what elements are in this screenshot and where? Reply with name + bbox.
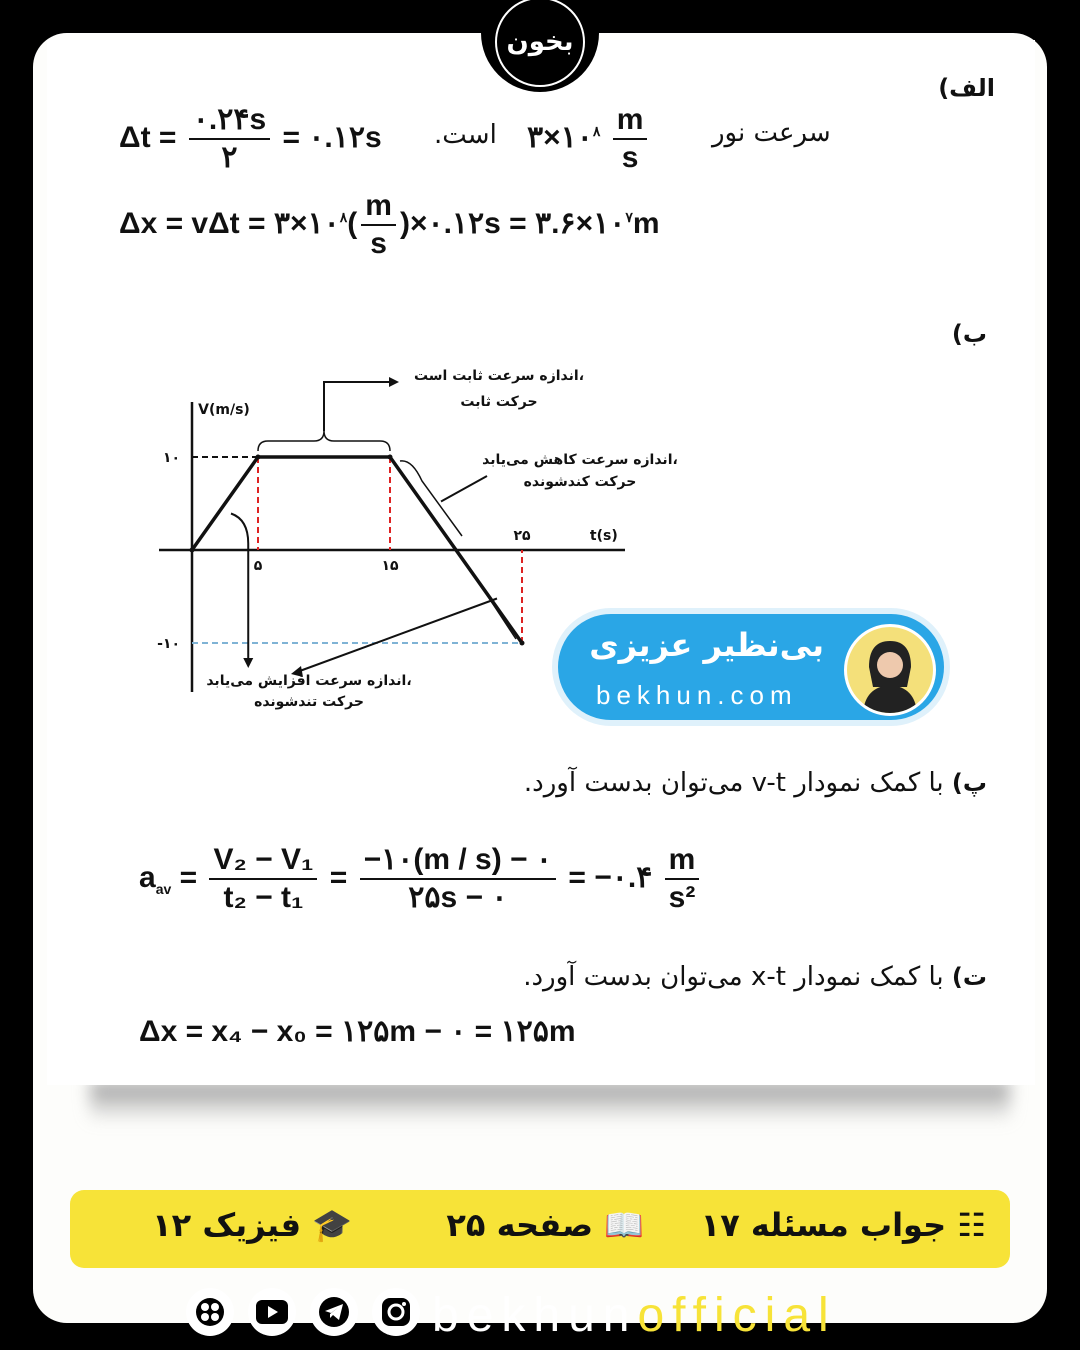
footer-page [446,1206,644,1244]
arrow-from-accel [231,514,248,661]
arrow-decreasing [441,476,487,502]
acceleration-equation: $a_{av}$ = $\frac{\text{V₂ − V₁}}{\text{t₂ − t₁}}$ = $\frac{-۱۰(m / s) - ۰}{۲۵s - ۰}$ = −۰.۴ $\frac{m}{\text{s²}}$ [139,842,703,916]
youtube-glyph [256,1300,288,1324]
part-d-label: ت) [951,963,987,991]
footer-subject-text: فیزیک ۱۲ [152,1206,302,1244]
y-axis-label: V(m/s) [198,402,250,418]
solution-paper [47,40,1035,1085]
aparat-glyph [194,1296,226,1328]
part-c-label: پ) [951,769,987,797]
instagram-icon[interactable] [372,1288,420,1336]
x-axis-label: t(s) [589,528,618,544]
footer-answer [701,1206,986,1244]
footer-answer-text: جواب مسئله ۱۷ [700,1206,947,1244]
part-b-label: ب) [951,320,987,348]
f2-num: −۱۰(m / s) − ۰ [360,842,556,880]
dx-rhs-unit: m [632,206,660,240]
displacement-equation: Δx = x₄ − x₀ = ۱۲۵m − ۰ = ۱۲۵m [139,1015,576,1048]
book-icon: 📖 [604,1206,644,1244]
telegram-glyph [318,1296,350,1328]
brace-decreasing [400,461,462,536]
annotation-constant-2: حرکت ثابت [460,394,538,410]
data-point-1 [256,455,261,460]
dt-den: ۲ [221,141,238,174]
dt-lhs: Δt = [119,120,177,154]
annotation-constant-1: اندازه سرعت ثابت است، [413,368,585,384]
footer-page-text: صفحه ۲۵ [446,1206,594,1244]
author-name: بی‌نظیر عزیزی [589,626,824,664]
part-c-text: با کمک نمودار v-t می‌توان بدست آورد. [523,768,944,798]
brand-part-1: bekhun [432,1289,638,1342]
telegram-icon[interactable] [310,1288,358,1336]
data-point-2 [388,455,393,460]
y-tick-10: ۱۰ [162,450,180,466]
accel-fraction-2 [360,842,556,916]
light-speed-text: سرعت نور [712,118,831,148]
f2-den: ۲۵s − ۰ [408,881,508,914]
annotation-increasing-1: اندازه سرعت افزایش می‌یابد، [206,673,412,689]
f1-den: t₂ − t₁ [223,881,304,914]
annotation-increasing-2: حرکت تندشونده [254,694,364,710]
accel-unit [665,842,700,916]
data-point-3 [520,641,525,646]
y-tick-neg10: -۱۰ [157,636,180,652]
x-tick-15: ۱۵ [381,558,399,574]
unit-den: s [621,141,639,174]
paper-shadow [90,1082,1010,1122]
dx-rhs: ×۰.۱۲s = ۳.۶×۱۰ [409,206,626,240]
brand-part-2: official [637,1289,837,1342]
dx-equation: $\Delta x = v\Delta t = ۳\times ۱۰^۸$( $\frac{m}{s}$ )×۰.۱۲s = $۳.۶\times ۱۰^۷m$ [119,189,660,260]
arrowhead-constant [389,377,399,387]
part-c-line [524,768,987,798]
accel-lhs: a [139,860,156,894]
instagram-glyph [380,1296,412,1328]
dt-num: ۰.۲۴s [189,102,270,140]
footer-subject [152,1206,352,1244]
author-badge[interactable] [558,614,944,720]
author-site[interactable]: bekhun.com [596,680,798,710]
arrow-increasing [297,599,497,673]
brand-handle [432,1288,837,1343]
light-speed-exp: ۸ [592,122,601,139]
is-text: است. [434,120,497,150]
x-tick-5: ۵ [253,558,263,574]
part-a-label: الف) [938,74,995,102]
annotation-decreasing-1: اندازه سرعت کاهش می‌یابد، [482,452,678,468]
accel-fraction-1 [209,842,317,916]
f1-num: V₂ − V₁ [209,842,317,880]
social-links [186,1290,420,1334]
part-d-line [523,962,987,992]
dx-exp: ۸ [339,208,348,225]
accel-sub: av [155,880,172,897]
youtube-icon[interactable] [248,1288,296,1336]
dx-lhs: Δx = vΔt = ۳×۱۰ [119,206,340,240]
accel-unit-num: m [665,842,700,880]
teacher-icon: ☷ [957,1206,986,1244]
data-point-0 [190,548,195,553]
avatar-icon [847,627,933,713]
arrow-constant [324,382,392,431]
accel-rhs: = −۰.۴ [568,860,653,894]
author-avatar [844,624,936,716]
graduation-cap-icon: 🎓 [312,1206,352,1244]
arrowhead-accel [243,658,253,668]
accel-unit-den: s² [668,881,696,914]
dt-rhs: = ۰.۱۲s [282,120,382,154]
footer-bar [70,1190,1010,1268]
part-d-text: با کمک نمودار x-t می‌توان بدست آورد. [523,962,944,992]
brace-constant [258,431,390,451]
light-speed-coef: ۳×۱۰ [527,120,593,154]
x-tick-25: ۲۵ [513,528,531,544]
unit-num: m [613,102,648,140]
dx-unit-num: m [361,188,396,226]
logo-mark: بخون [495,0,585,87]
annotation-decreasing-2: حرکت کندشونده [523,474,637,490]
dx-rhs-exp: ۷ [625,208,633,225]
brace-increasing [464,560,516,639]
dx-unit-den: s [370,227,387,260]
aparat-icon[interactable] [186,1288,234,1336]
